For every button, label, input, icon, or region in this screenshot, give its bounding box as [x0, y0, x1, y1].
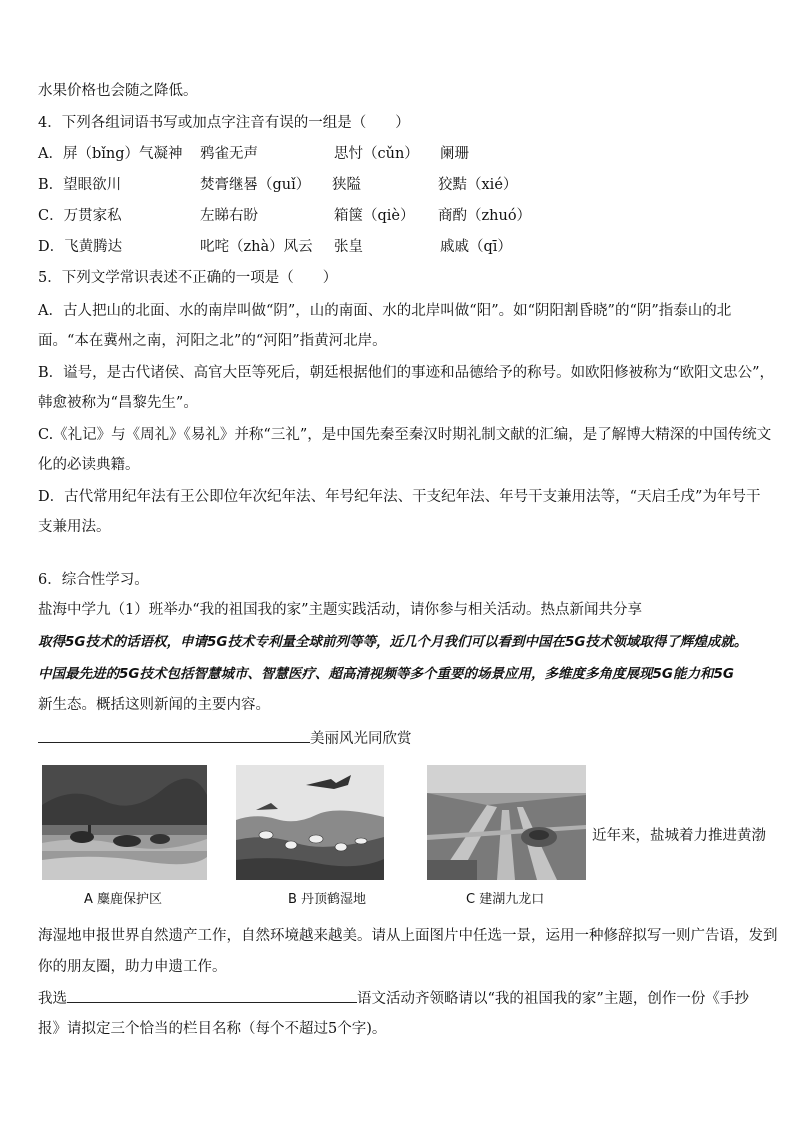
q4-a-2: 鸦雀无声: [200, 146, 258, 162]
question-4-stem: 4．下列各组词语书写或加点字注音有误的一组是（ ）: [38, 115, 410, 131]
q5-option-b-line2: 韩愈被称为“昌黎先生”。: [38, 395, 198, 411]
caption-a: A 麋鹿保护区: [84, 892, 163, 907]
scenery-label: 美丽风光同欣赏: [310, 731, 412, 747]
q5-option-a-line1: A．古人把山的北面、水的南岸叫做“阴”，山的南面、水的北岸叫做“阳”。如“阴阳割昏晓”的“阴”指泰山的北: [38, 303, 732, 319]
q4-a-1: A．屏（bǐng）气凝神: [38, 146, 183, 162]
news-line-2: 中国最先进的5G技术包括智慧城市、智慧医疗、超高清视频等多个重要的场景应用，多维度多角度展现5G能力和5G: [38, 666, 734, 682]
q4-a-3: 思忖（cǔn）: [334, 146, 419, 162]
q4-b-3: 狭隘: [332, 177, 361, 193]
q5-option-d-line1: D．古代常用纪年法有王公即位年次纪年法、年号纪年法、干支纪年法、年号干支兼用法等，“天启壬戌”为年号干: [38, 489, 761, 505]
q4-d-4: 戚戚（qī）: [440, 239, 512, 255]
q5-option-b-line1: B．谥号，是古代诸侯、高官大臣等死后，朝廷根据他们的事迹和品德给予的称号。如欧阳修被称为“欧阳文忠公”，: [38, 365, 774, 381]
news-line-3: 新生态。概括这则新闻的主要内容。: [38, 697, 270, 713]
q4-b-4: 狡黠（xié）: [438, 177, 518, 193]
caption-c: C 建湖九龙口: [466, 892, 545, 907]
choose-tail: 语文活动齐领略请以“我的祖国我的家”主题，创作一份《手抄: [357, 991, 749, 1007]
q5-option-c-line1: C.《礼记》与《周礼》《易礼》并称“三礼”，是中国先秦至秦汉时期礼制文献的汇编，是了解博大精深的中国传统文: [38, 427, 772, 443]
q5-option-d-line2: 支兼用法。: [38, 519, 111, 535]
q4-b-2: 焚膏继晷（guǐ）: [200, 177, 311, 193]
last-line: 报》请拟定三个恰当的栏目名称（每个不超过5个字)。: [38, 1021, 387, 1037]
q4-a-4: 阑珊: [440, 146, 469, 162]
q6-intro: 盐海中学九（1）班举办“我的祖国我的家”主题实践活动，请你参与相关活动。热点新闻共分享: [38, 602, 643, 618]
q4-d-1: D．飞黄腾达: [38, 239, 123, 255]
question-6-stem: 6．综合性学习。: [38, 572, 149, 588]
q4-c-3: 箱箧（qiè）: [334, 208, 415, 224]
q4-c-4: 商酌（zhuó）: [438, 208, 532, 224]
photo-jiulongkou: [427, 765, 586, 880]
scenery-heading: [38, 728, 412, 749]
photo-deer-reserve: [42, 765, 207, 880]
q4-b-1: B．望眼欲川: [38, 177, 122, 193]
news-line-1: 取得5G技术的话语权，申请5G技术专利量全球前列等等，近几个月我们可以看到中国在5G技术领域取得了辉煌成就。: [38, 634, 748, 650]
answer-blank[interactable]: [38, 728, 310, 743]
para-line-1: 海湿地申报世界自然遗产工作，自然环境越来越美。请从上面图片中任选一景，运用一种修辞拟写一则广告语，发到: [38, 928, 778, 944]
choice-blank[interactable]: [67, 988, 357, 1003]
question-5-stem: 5．下列文学常识表述不正确的一项是（ ）: [38, 270, 338, 286]
caption-b: B 丹顶鹤湿地: [288, 892, 367, 907]
q4-d-2: 叱咤（zhà）风云: [200, 239, 313, 255]
q5-option-a-line2: 面。“本在冀州之南，河阳之北”的“河阳”指黄河北岸。: [38, 333, 387, 349]
choose-label: 我选: [38, 991, 67, 1007]
q4-c-2: 左睇右盼: [200, 208, 258, 224]
photo-crane-wetland: [236, 765, 384, 880]
text-line: 水果价格也会随之降低。: [38, 83, 198, 99]
para-line-2: 你的朋友圈，助力申遗工作。: [38, 959, 227, 975]
choose-line: [38, 988, 749, 1009]
side-text: 近年来，盐城着力推进黄渤: [592, 828, 766, 844]
q4-c-1: C．万贯家私: [38, 208, 122, 224]
q4-d-3: 张皇: [334, 239, 363, 255]
q5-option-c-line2: 化的必读典籍。: [38, 457, 140, 473]
